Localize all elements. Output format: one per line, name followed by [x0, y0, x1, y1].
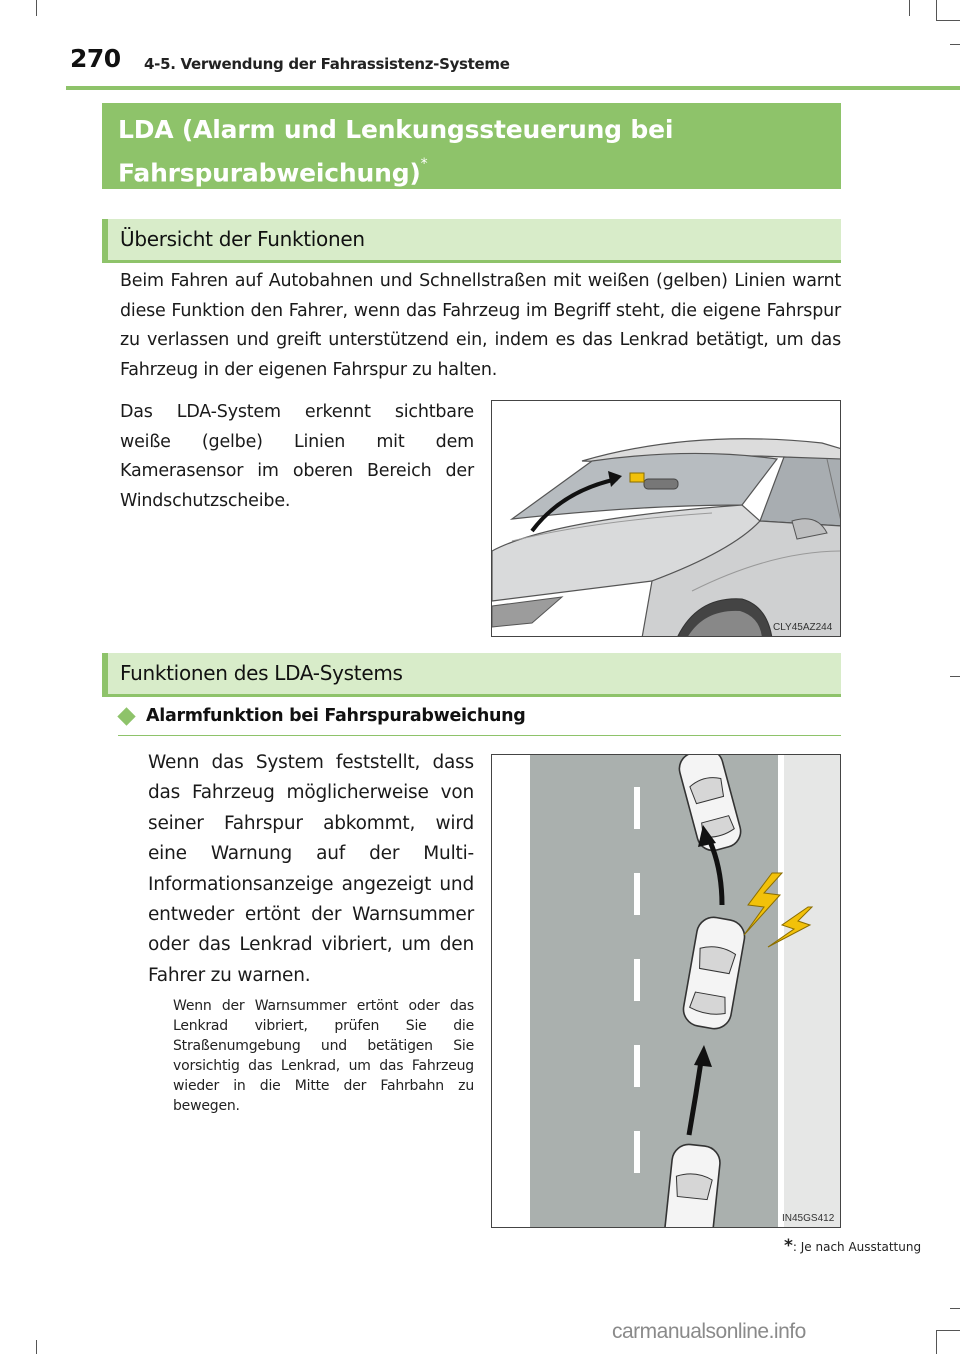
heading-bar: [102, 219, 108, 260]
crop-mark: [950, 676, 960, 677]
main-title-box: [102, 103, 841, 189]
bullet-label: Alarmfunktion bei Fahrspurabweichung: [146, 706, 526, 726]
overview-heading-box: [102, 219, 841, 260]
figure-code: IN45GS412: [782, 1213, 835, 1224]
footnote-text: : Je nach Ausstattung: [792, 1240, 922, 1254]
crop-mark: [36, 0, 37, 16]
lane-departure-figure: [491, 754, 841, 1228]
crop-mark: [909, 0, 910, 16]
crop-mark: [936, 1330, 937, 1354]
functions-heading-box: [102, 653, 841, 694]
crop-mark: [950, 44, 960, 45]
overview-heading: Übersicht der Funktionen: [120, 227, 365, 251]
functions-heading: Funktionen des LDA-Systems: [120, 661, 403, 685]
header-rule: [66, 86, 960, 90]
crop-mark: [936, 0, 937, 20]
main-title-line1: LDA (Alarm und Lenkungssteuerung bei: [118, 115, 674, 144]
crop-mark: [936, 1330, 960, 1331]
heading-underline: [102, 694, 841, 697]
bullet-rule: [118, 735, 841, 736]
lane-departure-illustration: [492, 755, 841, 1228]
main-title-asterisk: *: [420, 156, 428, 172]
heading-bar: [102, 653, 108, 694]
crop-mark: [36, 1340, 37, 1354]
crop-mark: [936, 20, 960, 21]
overview-paragraph: Beim Fahren auf Autobahnen und Schnellstraßen mit weißen (gelben) Linien warnt diese Funktion den Fahrer, wenn das Fahrzeug im Begriff steht, die eigene Fahrspur zu verlassen und greift unterstützend ein, indem es das Lenkrad betätigt, um das Fahrzeug in der eigenen Fahrspur zu halten.: [120, 271, 841, 380]
figure-code: CLY45AZ244: [773, 622, 833, 633]
heading-underline: [102, 260, 841, 263]
camera-paragraph: Das LDA-System erkennt sichtbare weiße (gelbe) Linien mit dem Kamerasensor im oberen Bereich der Windschutzscheibe.: [120, 402, 474, 511]
page-number: 270: [70, 44, 121, 73]
watermark: carmanualsonline.info: [612, 1320, 806, 1343]
main-title-line2: Fahrspurabweichung): [118, 158, 421, 188]
footnote: [784, 1236, 921, 1256]
bullet-heading: [118, 706, 526, 726]
note-paragraph: Wenn der Warnsummer ertönt oder das Lenkrad vibriert, prüfen Sie die Straßenumgebung und betätigen Sie vorsichtig das Lenkrad, um das Fahrzeug wieder in die Mitte der Fahrbahn zu bewegen.: [173, 998, 474, 1114]
footnote-asterisk: *: [784, 1236, 793, 1256]
chapter-title: 4-5. Verwendung der Fahrassistenz-Systeme: [144, 55, 510, 73]
car-camera-illustration: [492, 401, 841, 637]
main-title: [118, 111, 673, 192]
warning-paragraph: Wenn das System feststellt, dass das Fahrzeug möglicherweise von seiner Fahrspur abkommt, wird eine Warnung auf der Multi-Informationsanzeige angezeigt und entweder ertönt der Warnsummer oder das Lenkrad vibriert, um den Fahrer zu warnen.: [148, 752, 474, 986]
car-camera-figure: [491, 400, 841, 637]
diamond-bullet-icon: [117, 707, 135, 725]
crop-mark: [950, 1308, 960, 1309]
